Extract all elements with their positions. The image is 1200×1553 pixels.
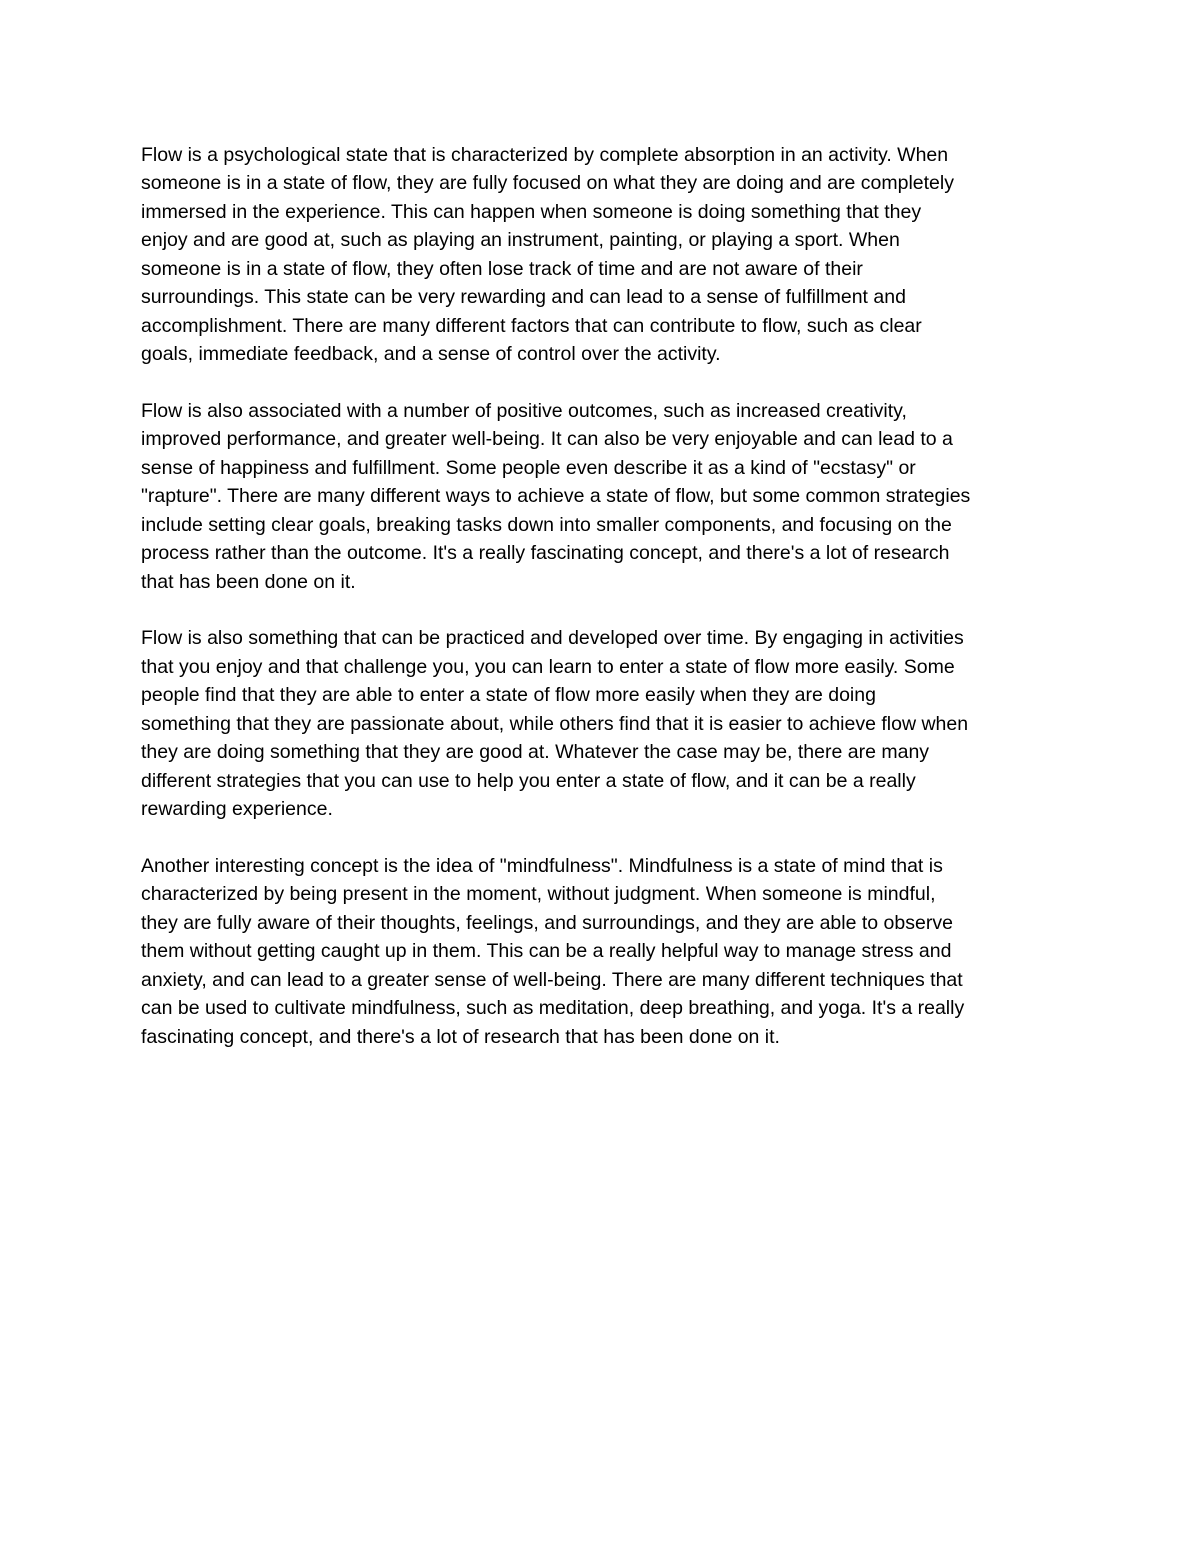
text-line: Flow is also associated with a number of positive outcomes, such as increased creativity, [141, 399, 907, 422]
paragraph-mindfulness [141, 852, 1071, 1051]
text-line: surroundings. This state can be very rewarding and can lead to a sense of fulfillment and [141, 286, 906, 309]
text-line: "rapture". There are many different ways to achieve a state of flow, but some common strategies [141, 485, 971, 508]
document-body [141, 141, 1071, 1051]
text-line: that has been done on it. [141, 570, 356, 593]
paragraph-flow-definition [141, 141, 1071, 369]
text-line: someone is in a state of flow, they are fully focused on what they are doing and are completely [141, 172, 954, 195]
text-line: goals, immediate feedback, and a sense of control over the activity. [141, 343, 721, 366]
text-line: someone is in a state of flow, they often lose track of time and are not aware of their [141, 257, 863, 280]
text-line: they are doing something that they are good at. Whatever the case may be, there are many [141, 741, 930, 764]
text-line: Flow is a psychological state that is characterized by complete absorption in an activity. When [141, 144, 949, 166]
text-line: that you enjoy and that challenge you, you can learn to enter a state of flow more easily. Some [141, 655, 955, 678]
text-line: different strategies that you can use to help you enter a state of flow, and it can be a really [141, 769, 916, 792]
text-line: something that they are passionate about, while others find that it is easier to achieve flow when [141, 712, 969, 735]
text-line: people find that they are able to enter a state of flow more easily when they are doing [141, 684, 876, 707]
paragraph-flow-practice [141, 624, 1071, 823]
text-line: anxiety, and can lead to a greater sense of well-being. There are many different techniques that [141, 968, 963, 991]
text-line: process rather than the outcome. It's a really fascinating concept, and there's a lot of research [141, 542, 950, 565]
text-line: include setting clear goals, breaking tasks down into smaller components, and focusing on the [141, 513, 952, 536]
text-line: they are fully aware of their thoughts, feelings, and surroundings, and they are able to observe [141, 911, 953, 934]
text-line: fascinating concept, and there's a lot of research that has been done on it. [141, 1025, 780, 1048]
text-line: rewarding experience. [141, 798, 333, 821]
text-line: Another interesting concept is the idea of "mindfulness". Mindfulness is a state of mind that is [141, 854, 943, 877]
text-line: immersed in the experience. This can happen when someone is doing something that they [141, 200, 922, 223]
text-line: accomplishment. There are many different factors that can contribute to flow, such as clear [141, 314, 922, 337]
text-line: can be used to cultivate mindfulness, such as meditation, deep breathing, and yoga. It's a really [141, 997, 965, 1020]
text-line: characterized by being present in the moment, without judgment. When someone is mindful, [141, 883, 936, 906]
paragraph-flow-outcomes [141, 397, 1071, 596]
text-line: improved performance, and greater well-being. It can also be very enjoyable and can lead to a [141, 428, 953, 451]
text-line: them without getting caught up in them. This can be a really helpful way to manage stress and [141, 940, 952, 963]
text-line: enjoy and are good at, such as playing an instrument, painting, or playing a sport. When [141, 229, 900, 252]
text-line: sense of happiness and fulfillment. Some people even describe it as a kind of "ecstasy" or [141, 456, 916, 479]
text-line: Flow is also something that can be practiced and developed over time. By engaging in activities [141, 627, 964, 650]
